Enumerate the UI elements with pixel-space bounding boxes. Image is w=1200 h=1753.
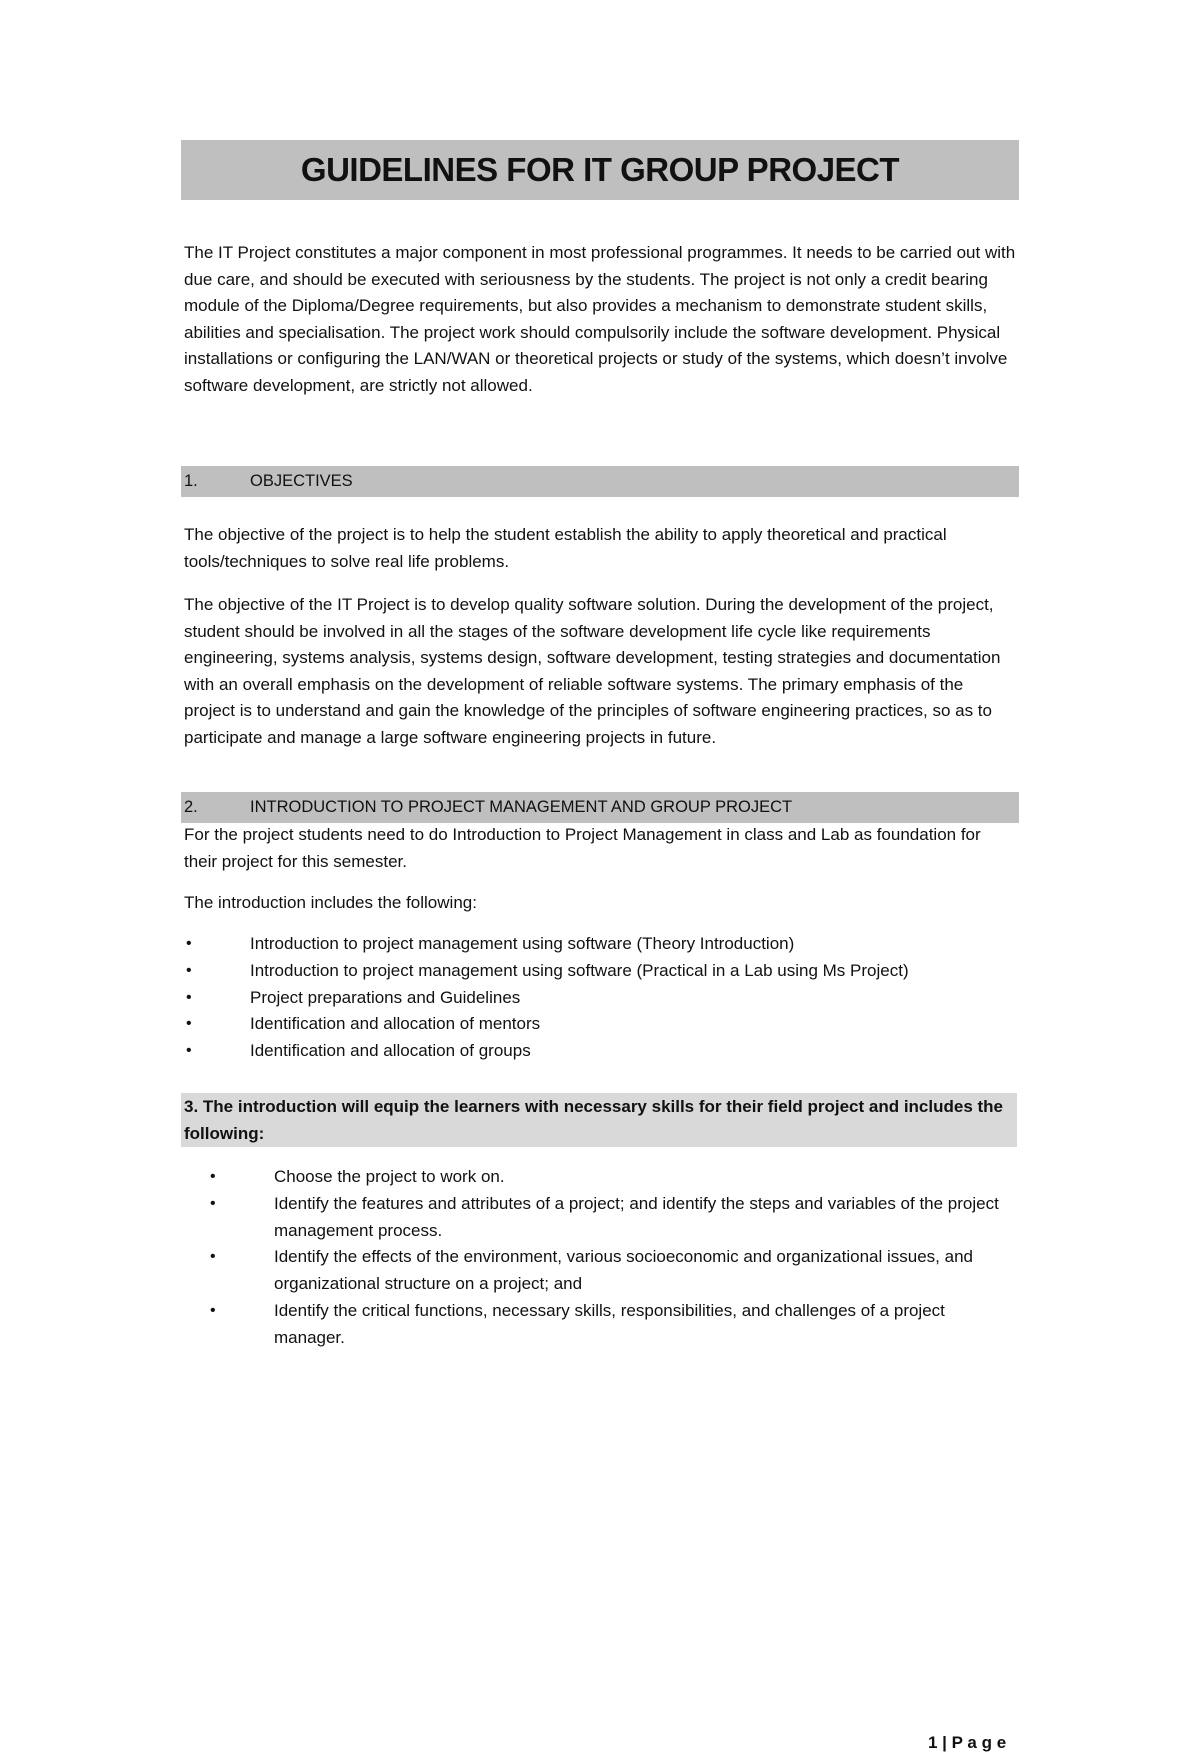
- page-number: 1 | P a g e: [928, 1733, 1007, 1752]
- section-2-number: 2.: [184, 798, 198, 816]
- skills-list: [184, 1164, 1014, 1352]
- section-3-heading: 3. The introduction will equip the learners with necessary skills for their field project and includes the following:: [181, 1093, 1017, 1147]
- intro-pm-paragraph: For the project students need to do Introduction to Project Management in class and Lab as foundation for their project for this semester.: [184, 825, 981, 871]
- objectives-paragraph-1: The objective of the project is to help the student establish the ability to apply theoretical and practical tools/techniques to solve real life problems.: [184, 525, 947, 571]
- intro-paragraph: The IT Project constitutes a major component in most professional programmes. It needs to be carried out with due care, and should be executed with seriousness by the students. The project is not only a credit bearing module of the Diploma/Degree requirements, but also provides a mechanism to demonstrate student skills, abilities and specialisation. The project work should compulsorily include the software development. Physical installations or configuring the LAN/WAN or theoretical projects or study of the systems, which doesn’t involve software development, are strictly not allowed.: [184, 243, 1016, 395]
- list-item: • Introduction to project management using software (Practical in a Lab using Ms Project): [184, 958, 1014, 985]
- list-item: • Choose the project to work on.: [184, 1164, 1014, 1191]
- list-item: • Identification and allocation of mentors: [184, 1011, 1014, 1038]
- bullet-icon: •: [210, 1301, 216, 1319]
- list-item: • Introduction to project management using software (Theory Introduction): [184, 931, 1014, 958]
- section-2-heading: [181, 792, 1019, 823]
- list-item: • Identify the effects of the environment, various socioeconomic and organizational issues, and organizational structure on a project; and: [184, 1244, 1014, 1298]
- section-2-title: INTRODUCTION TO PROJECT MANAGEMENT AND GROUP PROJECT: [250, 798, 793, 816]
- bullet-icon: •: [186, 935, 192, 952]
- bullet-icon: •: [210, 1248, 216, 1266]
- bullet-icon: •: [210, 1194, 216, 1212]
- list-item: • Identify the features and attributes of a project; and identify the steps and variables of the project management process.: [184, 1191, 1014, 1245]
- list-item: • Project preparations and Guidelines: [184, 985, 1014, 1012]
- section-1-title: OBJECTIVES: [250, 472, 353, 490]
- list-item: • Identify the critical functions, necessary skills, responsibilities, and challenges of a project manager.: [184, 1298, 1014, 1352]
- list-item: • Identification and allocation of groups: [184, 1038, 1014, 1065]
- section-1-heading: [181, 466, 1019, 497]
- objectives-paragraph-2: The objective of the IT Project is to develop quality software solution. During the development of the project, student should be involved in all the stages of the software development life cycle like requirements engineering, systems analysis, systems design, software development, testing strategies and documentation with an overall emphasis on the development of reliable software systems. The primary emphasis of the project is to understand and gain the knowledge of the principles of software engineering practices, so as to participate and manage a large software engineering projects in future.: [184, 595, 1001, 747]
- title-banner: [181, 140, 1019, 200]
- bullet-icon: •: [186, 988, 192, 1006]
- bullet-icon: •: [186, 1042, 192, 1060]
- section-1-number: 1.: [184, 472, 198, 490]
- bullet-icon: •: [186, 1015, 192, 1033]
- document-title: GUIDELINES FOR IT GROUP PROJECT: [300, 151, 900, 188]
- introduction-list: [184, 931, 1014, 1065]
- intro-includes-label: The introduction includes the following:: [184, 893, 477, 912]
- bullet-icon: •: [210, 1168, 216, 1185]
- bullet-icon: •: [186, 961, 192, 979]
